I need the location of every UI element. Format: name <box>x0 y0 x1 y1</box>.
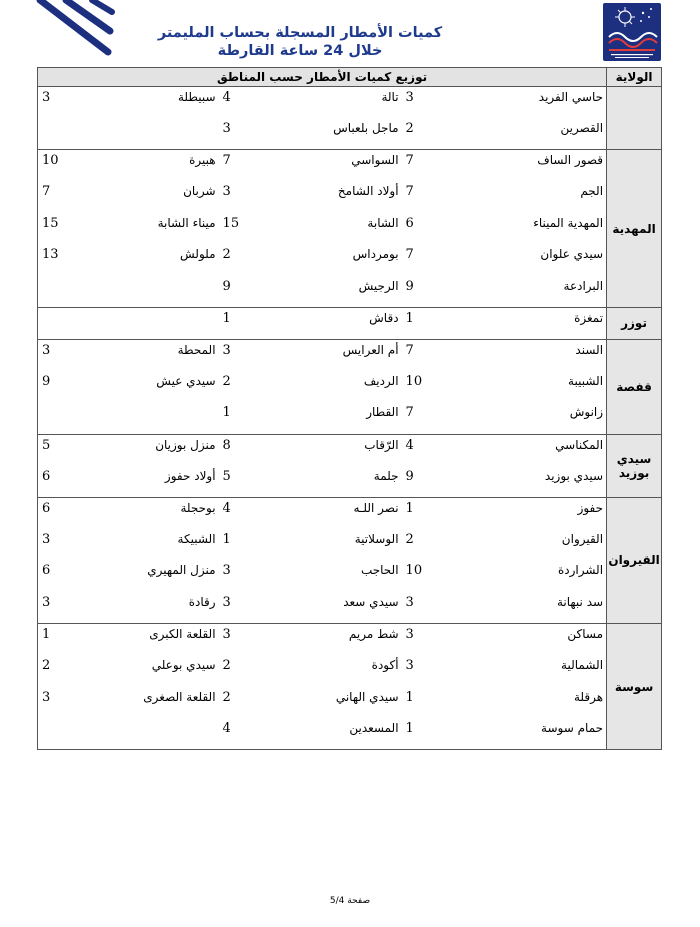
station-name: السند <box>437 339 607 371</box>
rainfall-value: 9 <box>405 468 414 484</box>
table-row <box>38 560 662 592</box>
station-name: البرادعة <box>563 279 604 294</box>
rainfall-value: 15 <box>222 215 240 231</box>
station-name: سيدي الهاني <box>335 689 399 704</box>
station-name: الحاجب <box>360 563 399 578</box>
rainfall-value: 1 <box>219 308 254 340</box>
station-name: تمغزة <box>437 308 607 340</box>
station-name <box>71 276 219 308</box>
rainfall-value: 1 <box>405 689 414 705</box>
station-name: حمام سوسة <box>437 718 607 750</box>
station-name: الشمالية <box>561 658 604 673</box>
station-name: القصرين <box>560 121 604 136</box>
region-name: قفصة <box>607 339 662 434</box>
rainfall-value: 3 <box>405 595 414 610</box>
station-name: ماجل بلعباس <box>333 121 399 136</box>
station-name: زانوش <box>569 405 604 420</box>
station-name: قصور الساف <box>437 150 607 182</box>
station-name: هرقلة <box>573 689 604 704</box>
page-number: صفحة 5/4 <box>329 896 371 906</box>
header-distribution: توزيع كميات الأمطار حسب المناطق <box>38 68 607 87</box>
station-name: القلعة الصغرى <box>143 689 216 704</box>
page-title: كميات الأمطار المسجلة بحساب المليمتر <box>157 25 443 41</box>
rainfall-value: 7 <box>405 405 414 421</box>
station-name: دقاش <box>254 308 402 340</box>
station-name: مساكن <box>437 624 607 656</box>
station-name: ملولش <box>179 247 216 262</box>
rainfall-value: 8 <box>219 434 254 466</box>
station-name: نصر اللـه <box>254 497 402 529</box>
station-name <box>71 118 219 150</box>
table-row <box>38 434 662 466</box>
rainfall-value <box>38 718 71 750</box>
rainfall-value: 1 <box>402 718 437 750</box>
station-name: سيدي عيش <box>156 373 216 388</box>
station-name: أكودة <box>371 658 399 673</box>
station-name: هبيرة <box>71 150 219 182</box>
rainfall-value: 1 <box>38 624 71 656</box>
station-name: أولاد الشامخ <box>337 184 399 199</box>
rainfall-value: 2 <box>222 689 231 705</box>
station-name: بوحجلة <box>71 497 219 529</box>
rainfall-value: 1 <box>222 405 231 421</box>
region-name: القيروان <box>607 497 662 623</box>
station-name: سد نبهانة <box>556 595 604 609</box>
rainfall-value: 4 <box>219 87 254 119</box>
rainfall-value: 9 <box>38 371 71 403</box>
rainfall-value: 3 <box>38 87 71 119</box>
station-name: منزل المهيري <box>147 563 216 578</box>
rainfall-value: 7 <box>219 150 254 182</box>
station-name: حاسي الفريد <box>437 87 607 119</box>
rainfall-value: 6 <box>38 560 71 592</box>
region-name: سوسة <box>607 624 662 750</box>
institute-logo <box>603 3 661 61</box>
rainfall-value: 3 <box>38 687 71 719</box>
rainfall-value: 2 <box>38 655 71 687</box>
rainfall-value: 6 <box>38 466 71 498</box>
table-row <box>38 308 662 340</box>
rainfall-value: 4 <box>402 434 437 466</box>
rainfall-value: 1 <box>402 308 437 340</box>
station-name: أم العرايس <box>254 339 402 371</box>
station-name: تالة <box>254 87 402 119</box>
table-row <box>38 244 662 276</box>
station-name: الشبيبة <box>568 373 604 388</box>
rainfall-value: 3 <box>222 595 231 610</box>
table-row <box>38 339 662 371</box>
decorative-stripes <box>0 0 120 70</box>
rainfall-table <box>37 67 662 750</box>
rainfall-value <box>38 276 71 308</box>
rainfall-value: 2 <box>222 247 231 263</box>
rainfall-value: 3 <box>38 592 71 624</box>
station-name: القيروان <box>561 531 604 546</box>
station-name: الجم <box>580 184 604 199</box>
rainfall-value <box>38 308 71 340</box>
rainfall-value: 9 <box>405 279 414 295</box>
station-name: الشراردة <box>557 563 604 578</box>
station-name <box>71 718 219 750</box>
station-name: سيدي علوان <box>540 247 604 262</box>
station-name <box>71 308 219 340</box>
rainfall-value: 2 <box>405 121 414 137</box>
rainfall-value: 10 <box>38 150 71 182</box>
rainfall-value: 3 <box>222 121 231 137</box>
rainfall-value: 6 <box>38 497 71 529</box>
station-name: سيدي بوزيد <box>544 468 604 483</box>
region-name <box>607 87 662 150</box>
rainfall-value: 10 <box>405 563 423 579</box>
rainfall-value: 7 <box>38 181 71 213</box>
station-name: القلعة الكبرى <box>71 624 219 656</box>
rainfall-value: 7 <box>405 184 414 200</box>
rainfall-value <box>38 402 71 434</box>
station-name: ميناء الشابة <box>157 215 216 230</box>
region-name: المهدية <box>607 150 662 308</box>
station-name: المسعدين <box>254 718 402 750</box>
station-name: أولاد حفوز <box>164 468 216 483</box>
table-row <box>38 497 662 529</box>
rainfall-value: 5 <box>222 468 231 484</box>
rainfall-value <box>38 118 71 150</box>
table-row <box>38 592 662 624</box>
table-row <box>38 371 662 403</box>
rainfall-value: 5 <box>38 434 71 466</box>
rainfall-value: 7 <box>402 150 437 182</box>
station-name: المهدية الميناء <box>533 215 604 230</box>
station-name: بومرداس <box>352 247 399 262</box>
station-name: الرديف <box>363 373 399 388</box>
rainfall-value: 2 <box>222 373 231 389</box>
table-row <box>38 718 662 750</box>
rainfall-value: 3 <box>405 658 414 674</box>
table-row <box>38 181 662 213</box>
station-name: شط مريم <box>254 624 402 656</box>
station-name: القطار <box>366 405 399 420</box>
rainfall-value: 3 <box>402 87 437 119</box>
station-name: شربان <box>183 184 216 199</box>
rainfall-table-body <box>38 87 662 750</box>
rainfall-value: 13 <box>38 244 71 276</box>
station-name: سيدي سعد <box>343 595 399 609</box>
rainfall-value: 7 <box>405 247 414 263</box>
rainfall-value: 3 <box>222 563 231 579</box>
rainfall-value: 3 <box>219 624 254 656</box>
table-row <box>38 150 662 182</box>
rainfall-value: 9 <box>222 279 231 295</box>
table-row <box>38 655 662 687</box>
rainfall-value: 3 <box>219 339 254 371</box>
rainfall-value: 4 <box>219 497 254 529</box>
table-row <box>38 466 662 498</box>
station-name: المكناسي <box>437 434 607 466</box>
table-row <box>38 624 662 656</box>
table-row <box>38 687 662 719</box>
table-row <box>38 87 662 119</box>
table-row <box>38 213 662 245</box>
station-name: حفوز <box>437 497 607 529</box>
station-name: جلمة <box>373 468 399 483</box>
table-row <box>38 276 662 308</box>
rainfall-value: 15 <box>38 213 71 245</box>
rainfall-value: 2 <box>222 658 231 674</box>
table-row <box>38 118 662 150</box>
station-name: سبيطلة <box>71 87 219 119</box>
table-row <box>38 402 662 434</box>
rainfall-value: 2 <box>405 531 414 547</box>
rainfall-value: 3 <box>38 529 71 561</box>
rainfall-value: 7 <box>402 339 437 371</box>
rainfall-value: 3 <box>222 184 231 200</box>
page-subtitle: خلال 24 ساعة القارطة <box>217 43 383 59</box>
station-name: السواسي <box>254 150 402 182</box>
station-name: المحطة <box>71 339 219 371</box>
station-name: سيدي بوعلي <box>151 658 216 673</box>
station-name: منزل بوزيان <box>71 434 219 466</box>
rainfall-value: 10 <box>405 373 423 389</box>
region-name: سيدي بوزيد <box>607 434 662 497</box>
station-name: الشابة <box>367 215 399 230</box>
header-governorate: الولاية <box>607 68 662 87</box>
station-name <box>71 402 219 434</box>
rainfall-value: 1 <box>402 497 437 529</box>
station-name: الوسلاتية <box>354 531 399 546</box>
table-row <box>38 529 662 561</box>
rainfall-value: 6 <box>405 215 414 231</box>
rainfall-value: 1 <box>222 531 231 547</box>
rainfall-value: 3 <box>38 339 71 371</box>
rainfall-value: 4 <box>219 718 254 750</box>
station-name: الرّقاب <box>254 434 402 466</box>
station-name: رقادة <box>188 595 216 609</box>
station-name: الشبيكة <box>177 531 216 546</box>
station-name: الرجيش <box>358 279 399 294</box>
rainfall-value: 3 <box>402 624 437 656</box>
region-name: توزر <box>607 308 662 340</box>
